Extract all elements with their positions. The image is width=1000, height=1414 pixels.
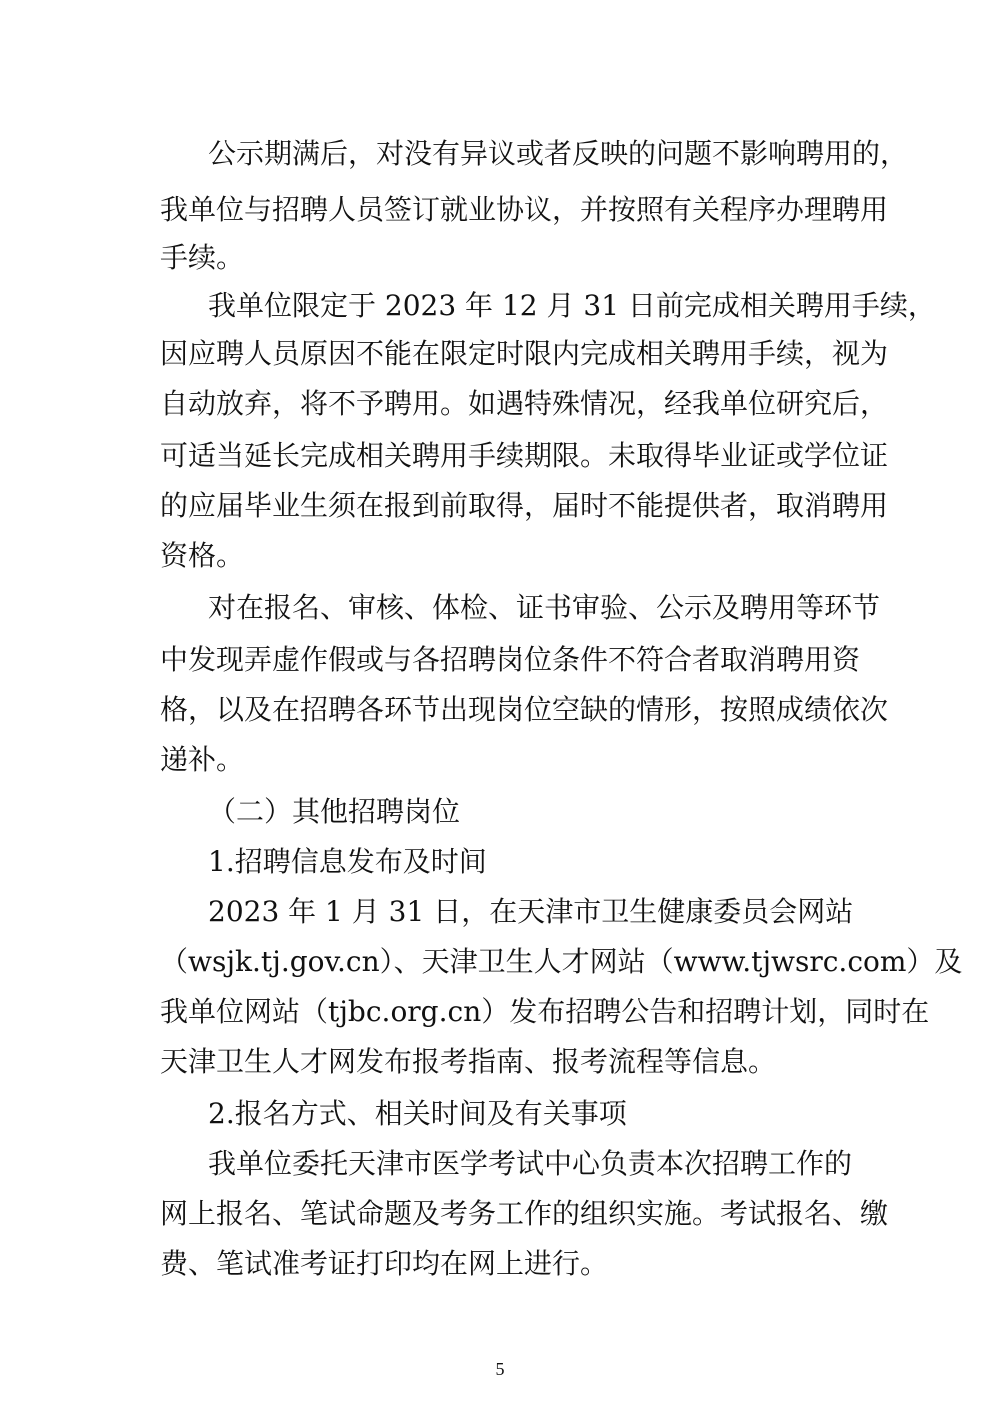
page-number: 5 [495,1359,505,1379]
paragraph-line: 因应聘人员原因不能在限定时限内完成相关聘用手续，视为 [160,337,889,370]
paragraph-line: 我单位限定于 2023 年 12 月 31 日前完成相关聘用手续， [208,289,936,322]
paragraph-line: 自动放弃，将不予聘用。如遇特殊情况，经我单位研究后， [160,387,889,420]
paragraph-line: 递补。 [160,743,245,776]
section-heading: （二）其他招聘岗位 [208,795,461,828]
paragraph-line: 资格。 [160,539,245,572]
paragraph-line: 对在报名、审核、体检、证书审验、公示及聘用等环节 [208,591,881,624]
subsection-heading: 1.招聘信息发布及时间 [208,845,487,878]
paragraph-line: 网上报名、笔试命题及考务工作的组织实施。考试报名、缴 [160,1197,889,1230]
paragraph-line: 的应届毕业生须在报到前取得，届时不能提供者，取消聘用 [160,489,889,522]
paragraph-line: 可适当延长完成相关聘用手续期限。未取得毕业证或学位证 [160,439,889,472]
subsection-heading: 2.报名方式、相关时间及有关事项 [208,1097,627,1130]
paragraph-line: 我单位网站（tjbc.org.cn）发布招聘公告和招聘计划，同时在 [160,995,930,1028]
paragraph-line: 2023 年 1 月 31 日，在天津市卫生健康委员会网站 [208,895,854,928]
paragraph-line: 天津卫生人才网发布报考指南、报考流程等信息。 [160,1045,777,1078]
paragraph-line: 公示期满后，对没有异议或者反映的问题不影响聘用的， [208,137,909,170]
paragraph-line: （wsjk.tj.gov.cn）、天津卫生人才网站（www.tjwsrc.com）及 [160,945,963,978]
paragraph-line: 我单位委托天津市医学考试中心负责本次招聘工作的 [208,1147,853,1180]
paragraph-line: 格，以及在招聘各环节出现岗位空缺的情形，按照成绩依次 [160,693,889,726]
paragraph-line: 费、笔试准考证打印均在网上进行。 [160,1247,609,1280]
paragraph-line: 我单位与招聘人员签订就业协议，并按照有关程序办理聘用 [160,193,889,226]
paragraph-line: 中发现弄虚作假或与各招聘岗位条件不符合者取消聘用资 [160,643,861,676]
paragraph-line: 手续。 [160,241,245,274]
